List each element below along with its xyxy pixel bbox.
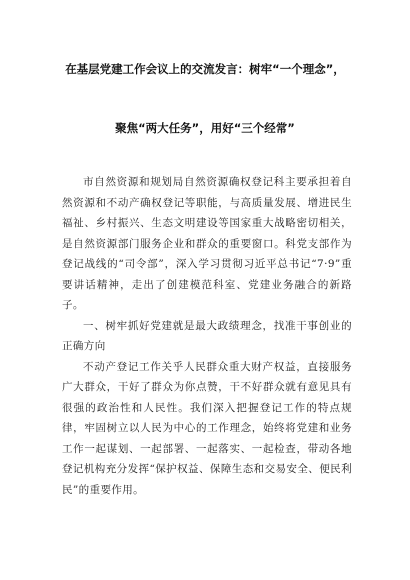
section-heading-1: 一、树牢抓好党建就是最大政绩理念，找准干事创业的正确方向 bbox=[62, 319, 352, 352]
document-title-line-1: 在基层党建工作会议上的交流发言：树牢“一个理念”， bbox=[65, 62, 345, 76]
body-paragraph-section-1: 不动产登记工作关乎人民群众重大财产权益，直接服务广大群众，干好了群众为你点赞，干不好群众就有意见具有很强的政治性和人民性。我们深入把握登记工作的特点规律，牢固树立以人民为中心的工作理念，始终将党建和业务工作一起谋划、一起部署、一起落实、一起检查，带动各地登记机构充分发挥“保护权益、保障生态和交易安全、便民利民”的重要作用。 bbox=[62, 360, 352, 496]
body-paragraph-intro: 市自然资源和规划局自然资源确权登记科主要承担着自然资源和不动产确权登记等职能，与高质量发展、增进民生福祉、乡村振兴、生态文明建设等国家重大战略密切相关，是自然资源部门服务企业和群众的重要窗口。科党支部作为登记战线的“司令部”，深入学习贯彻习近平总书记“7·9”重要讲话精神，走出了创建模范科室、党建业务融合的新路子。 bbox=[62, 176, 352, 311]
document-title-line-2: 聚焦“两大任务”，用好“三个经常” bbox=[115, 121, 295, 135]
document-body bbox=[62, 172, 352, 500]
